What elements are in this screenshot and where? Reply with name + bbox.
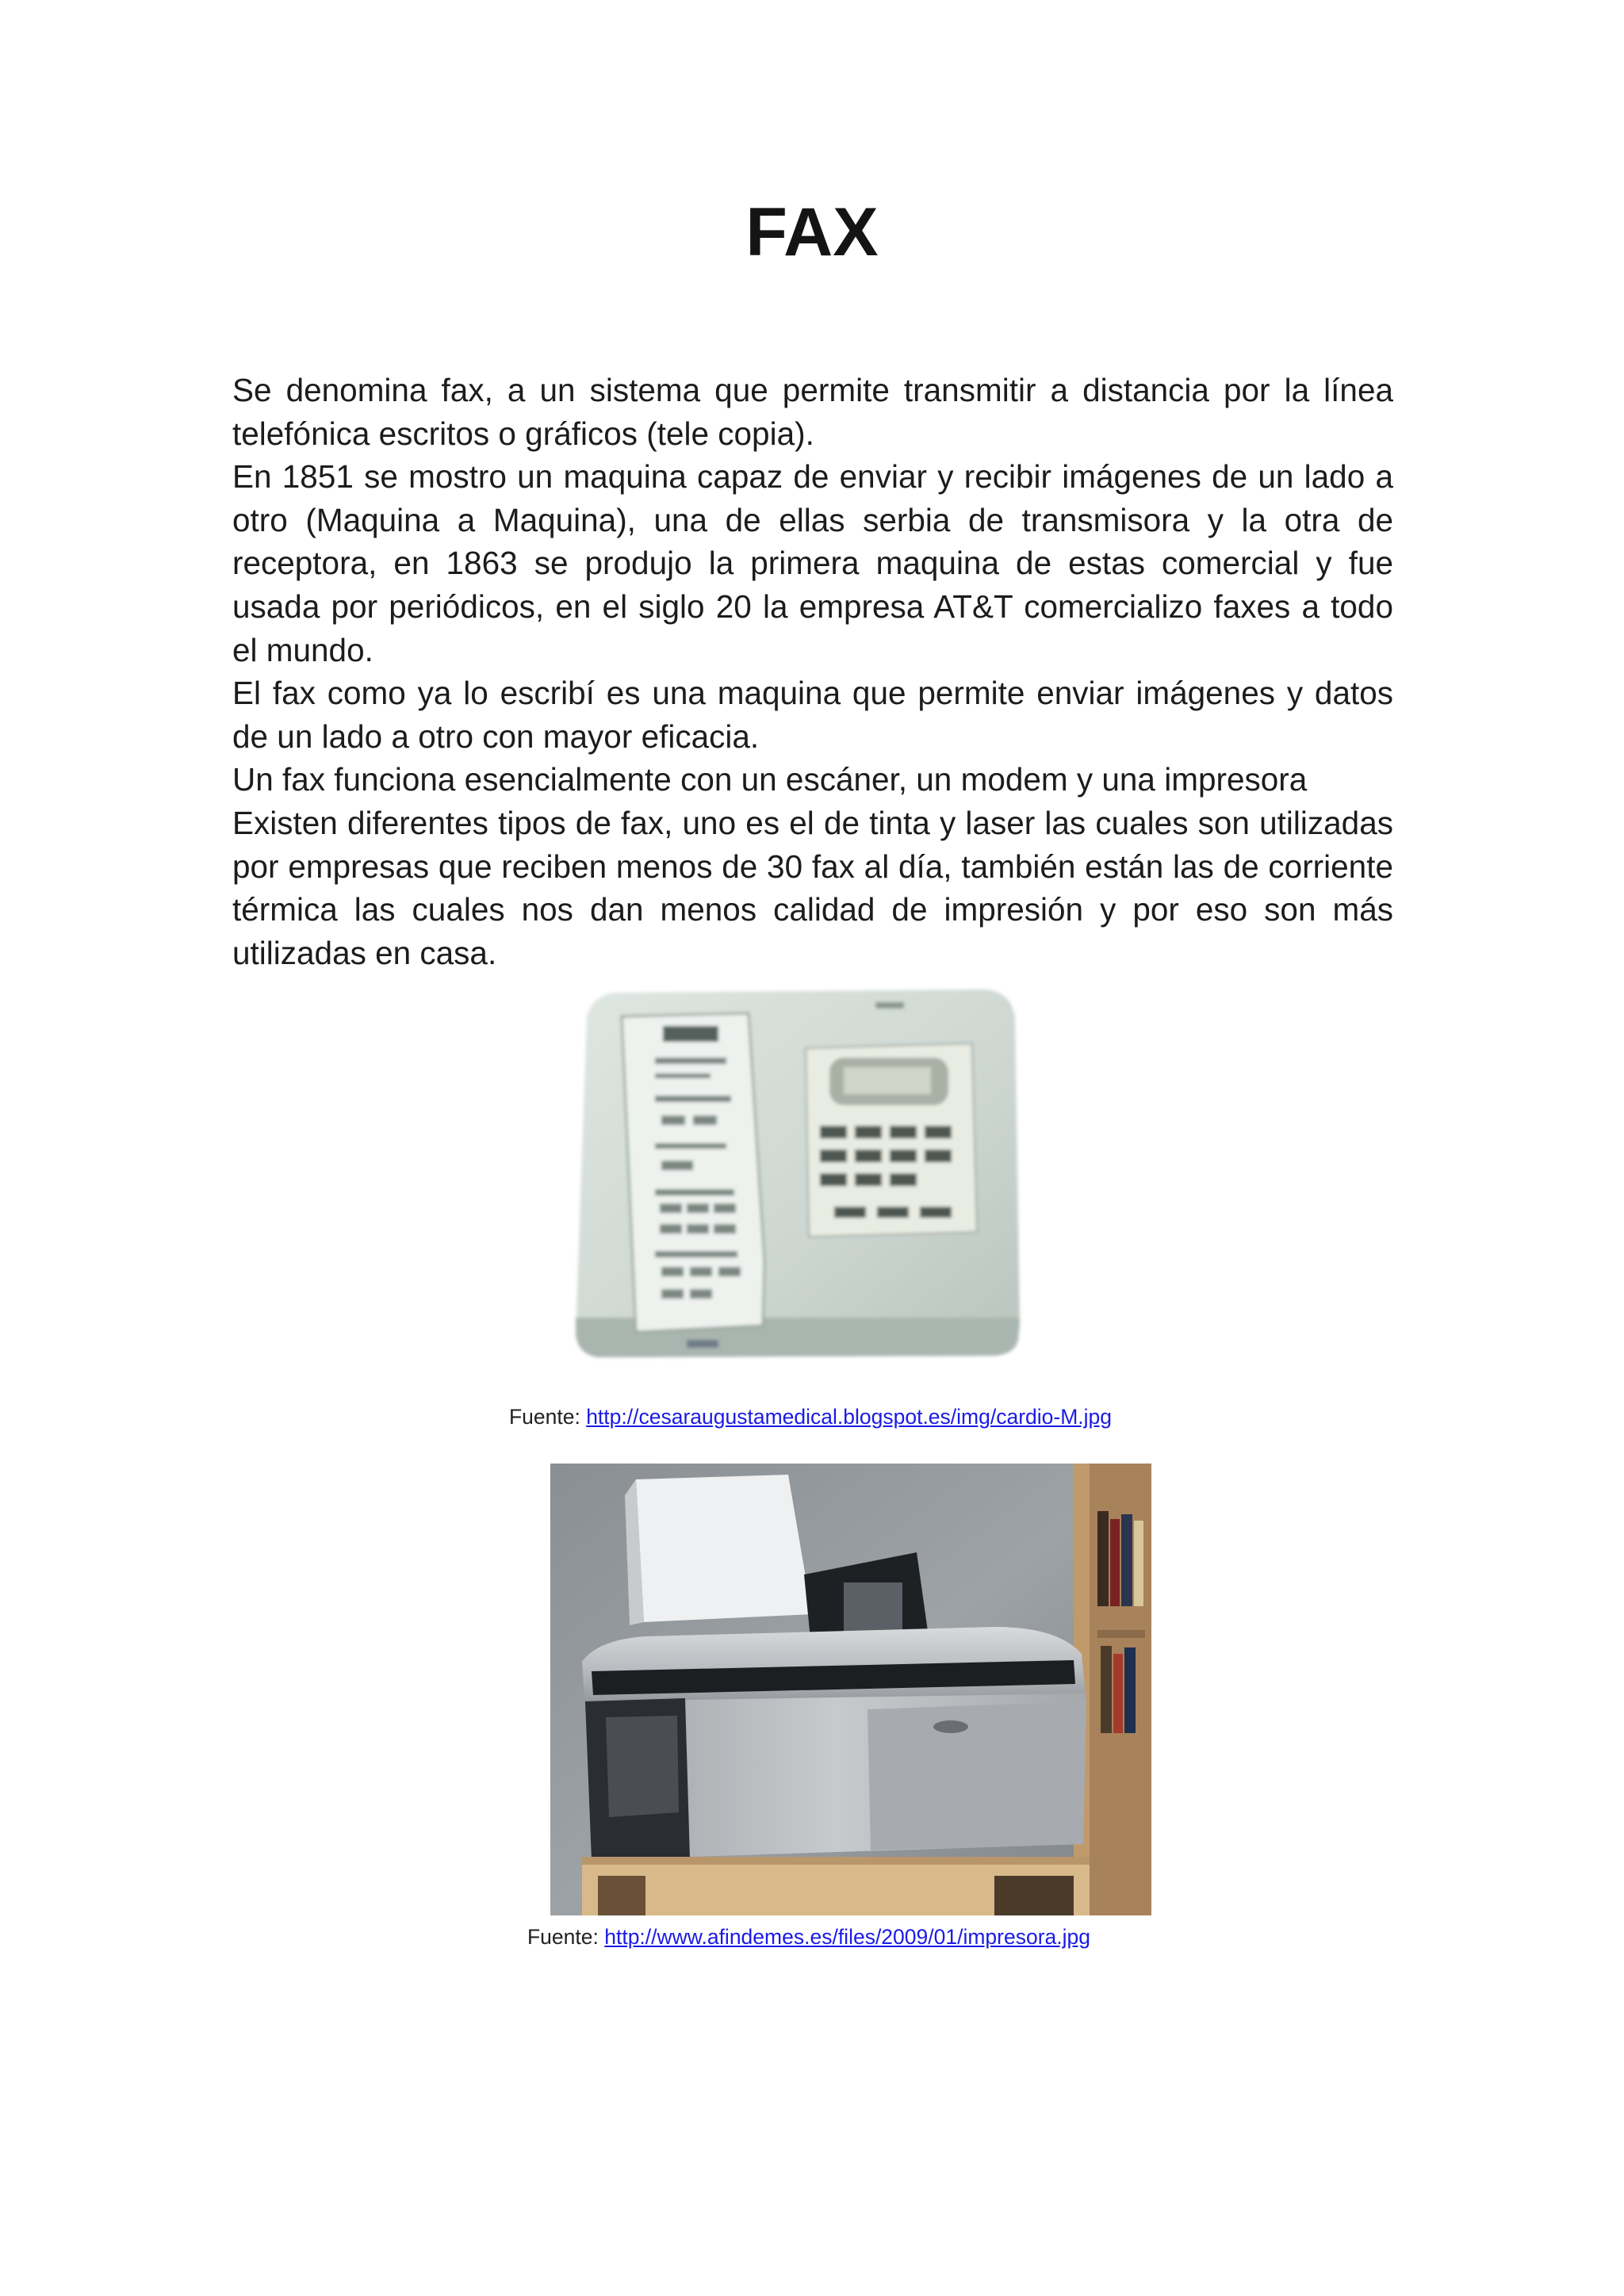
page-title: FAX [745, 194, 879, 270]
source-link[interactable]: http://www.afindemes.es/files/2009/01/impresora.jpg [604, 1925, 1090, 1949]
printer-photo [550, 1464, 1151, 1915]
paragraph: Un fax funciona esencialmente con un escáner, un modem y una impresora [232, 761, 1308, 798]
caption-prefix: Fuente: [508, 1405, 587, 1429]
paragraph: Existen diferentes tipos de fax, uno es el de tinta y laser las cuales son utilizadas por empresas que reciben menos de 30 fax al día, también están las de corriente térmica las cuales nos dan menos calidad de impresión y por eso son más utilizadas en casa. [232, 804, 1393, 971]
caption-prefix: Fuente: [527, 1925, 605, 1949]
source-link[interactable]: http://cesaraugustamedical.blogspot.es/img/cardio-M.jpg [586, 1405, 1113, 1429]
figure-caption [0, 1403, 1622, 1430]
paragraph: En 1851 se mostro un maquina capaz de enviar y recibir imágenes de un lado a otro (Maquina a Maquina), una de ellas serbia de transmisora y la otra de receptora, en 1863 se produjo la primera maquina de estas comercial y fue usada por periódicos, en el siglo 20 la empresa AT&T comercializo faxes a todo el mundo. [232, 458, 1393, 668]
paragraph: Se denomina fax, a un sistema que permite transmitir a distancia por la línea telefónica escritos o gráficos (tele copia). [232, 372, 1393, 452]
paragraph: El fax como ya lo escribí es una maquina que permite enviar imágenes y datos de un lado a otro con mayor eficacia. [232, 675, 1393, 755]
figure-caption [0, 1923, 1621, 1950]
document-body [232, 369, 1393, 974]
fax-machine-photo [566, 985, 1025, 1364]
